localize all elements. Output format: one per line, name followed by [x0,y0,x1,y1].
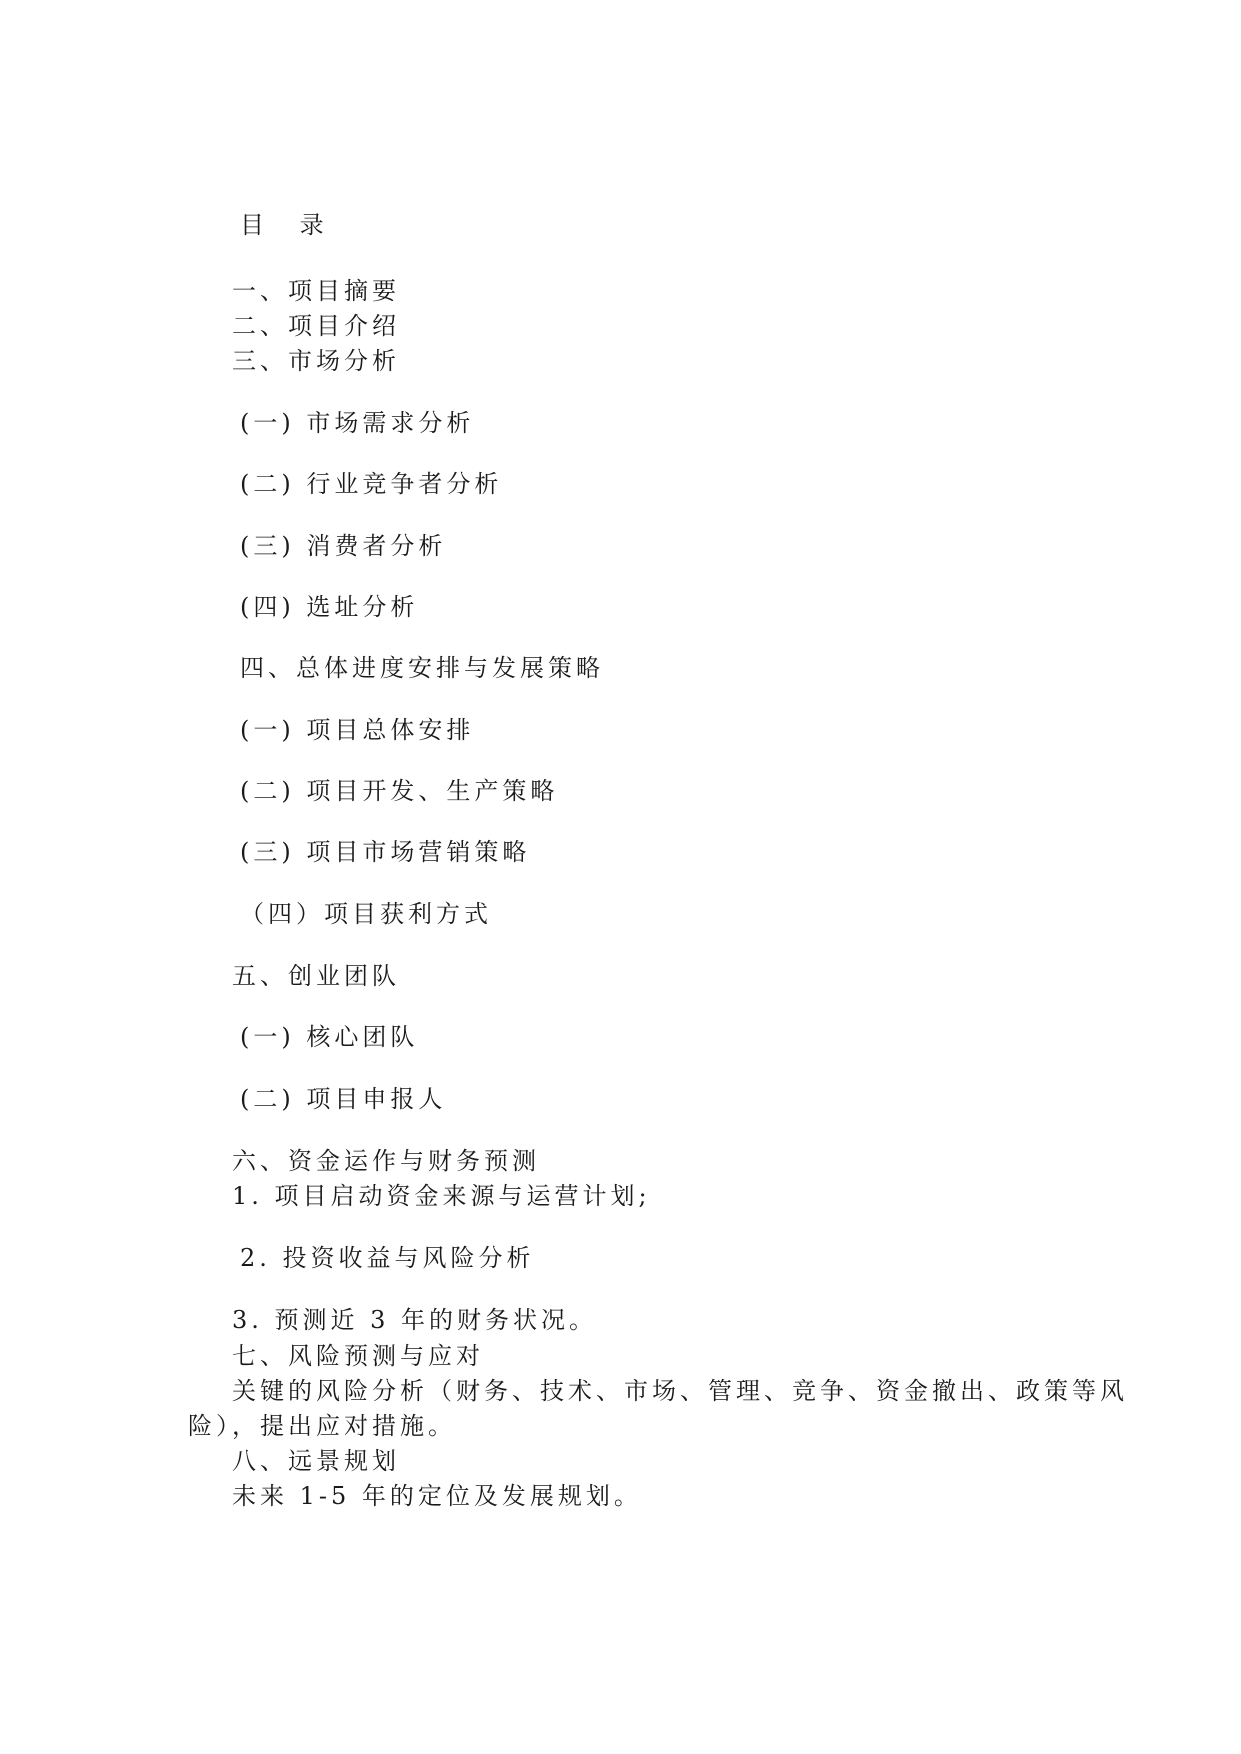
toc-item-6: 六、资金运作与财务预测 [232,1147,540,1175]
toc-item-4: 四、总体进度安排与发展策略 [240,654,604,682]
toc-item-7: 七、风险预测与应对 [232,1342,484,1370]
toc-item-7-desc-line1: 关键的风险分析（财务、技术、市场、管理、竞争、资金撤出、政策等风 [232,1377,1128,1405]
toc-item-5-2: (二) 项目申报人 [240,1085,447,1113]
toc-item-4-1: (一) 项目总体安排 [240,716,475,744]
toc-item-4-2: (二) 项目开发、生产策略 [240,777,559,805]
toc-item-8: 八、远景规划 [232,1447,400,1475]
toc-item-4-4: （四）项目获利方式 [240,900,492,928]
toc-item-3-2: (二) 行业竞争者分析 [240,470,503,498]
toc-item-3: 三、市场分析 [232,347,400,375]
toc-item-6-3: 3. 预测近 3 年的财务状况。 [232,1306,598,1334]
toc-item-3-4: (四) 选址分析 [240,593,419,621]
toc-item-3-3: (三) 消费者分析 [240,532,447,560]
toc-item-1: 一、项目摘要 [232,277,400,305]
toc-item-5: 五、创业团队 [232,962,400,990]
toc-item-8-desc: 未来 1-5 年的定位及发展规划。 [232,1482,642,1510]
toc-item-3-1: (一) 市场需求分析 [240,409,475,437]
toc-item-6-2: 2. 投资收益与风险分析 [240,1244,535,1272]
toc-title: 目 录 [240,211,338,239]
toc-item-5-1: (一) 核心团队 [240,1023,419,1051]
toc-item-4-3: (三) 项目市场营销策略 [240,838,531,866]
toc-item-6-1: 1. 项目启动资金来源与运营计划; [232,1182,651,1210]
toc-item-7-desc-line2: 险），提出应对措施。 [188,1412,456,1440]
toc-item-2: 二、项目介绍 [232,312,400,340]
